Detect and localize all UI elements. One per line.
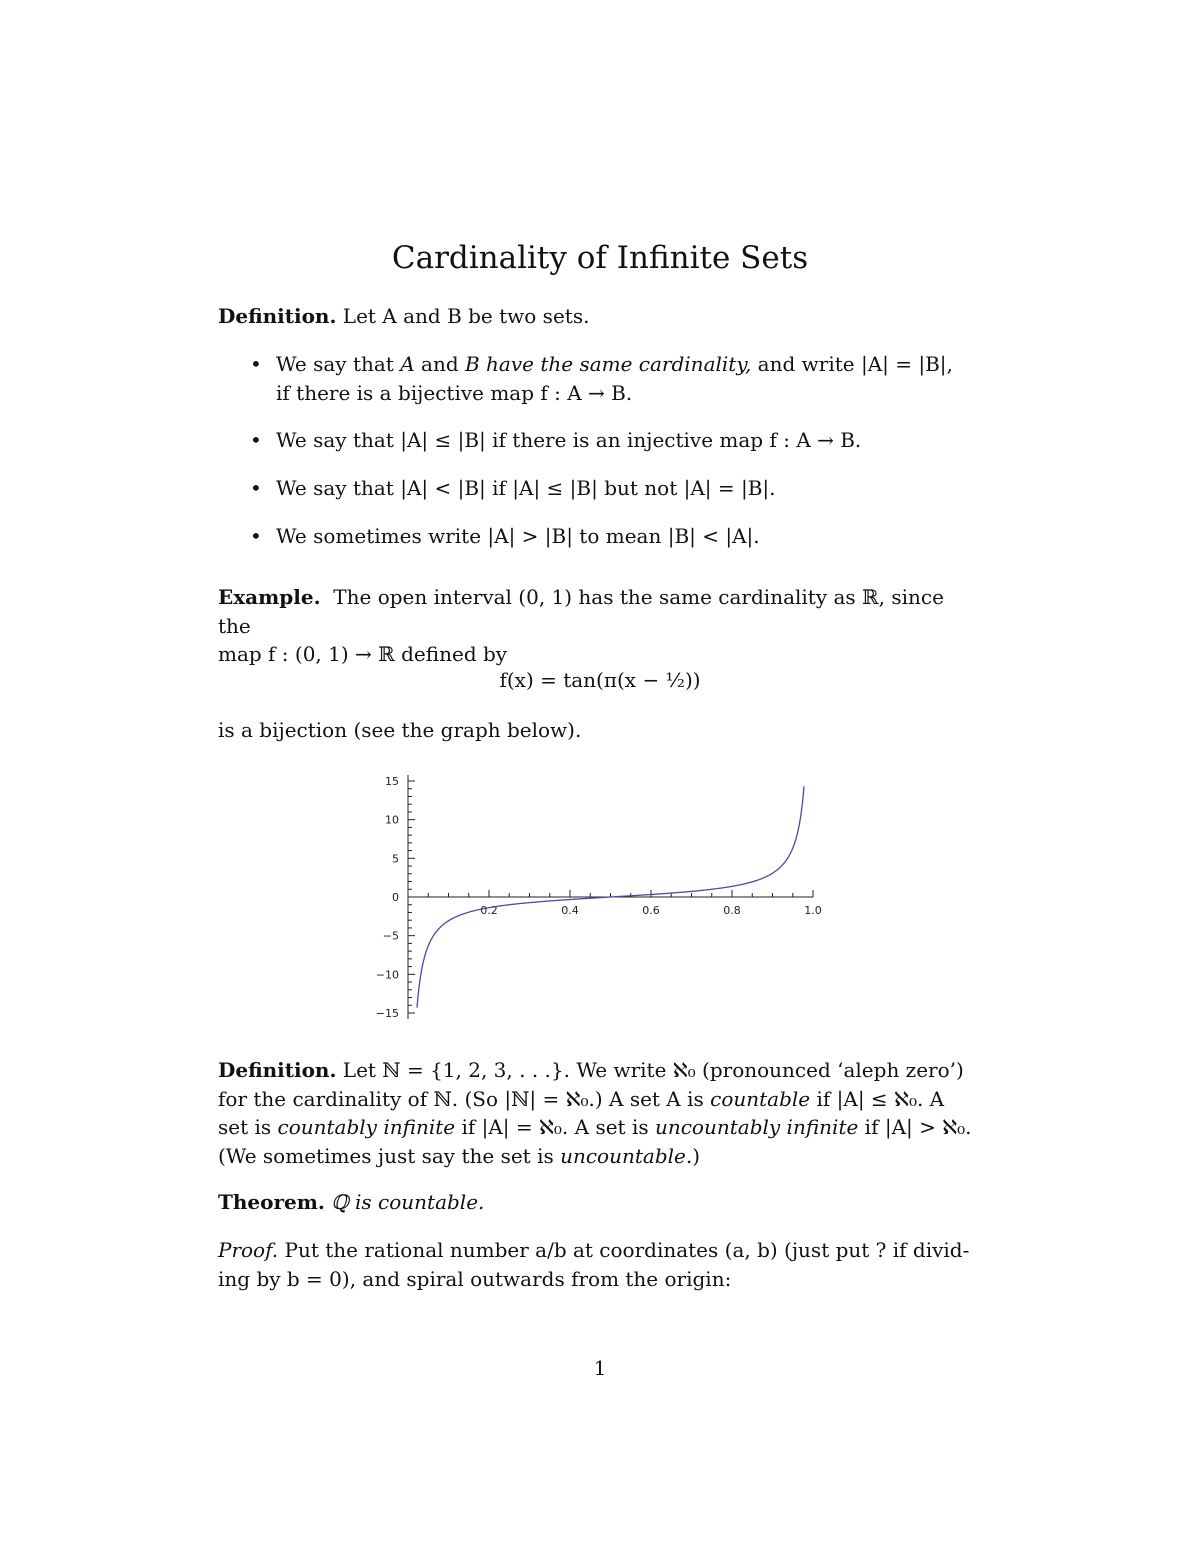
- proof-label: Proof.: [218, 1238, 279, 1262]
- term-countably-infinite: countably infinite: [277, 1115, 456, 1139]
- example-conclusion: is a bijection (see the graph below).: [218, 718, 582, 742]
- y-tick-label: 10: [385, 813, 399, 827]
- definition-label: Definition.: [218, 1058, 337, 1082]
- tan-function-plot: [370, 765, 830, 1025]
- proof: Proof. Put the rational number a/b at coordinates (a, b) (just put ? if divid- ing by b = 0), and spiral outwards from the origin:: [218, 1238, 970, 1291]
- example-label: Example.: [218, 585, 321, 609]
- x-tick-label: 1.0: [804, 904, 822, 917]
- bullet-item-2: • We say that |A| ≤ |B| if there is an injective map f : A → B.: [250, 426, 990, 455]
- y-tick-label: 0: [392, 891, 399, 904]
- x-tick-label: 0.6: [642, 904, 660, 917]
- page-number: 1: [593, 1356, 607, 1380]
- x-tick-label: 0.2: [480, 904, 498, 917]
- bullet-icon: •: [250, 352, 262, 376]
- x-tick-label: 0.8: [723, 904, 741, 917]
- term-uncountable: uncountable.: [560, 1143, 693, 1168]
- theorem-label: Theorem.: [218, 1190, 325, 1214]
- definition-text: Let A and B be two sets.: [342, 304, 590, 328]
- bullet-item-3: • We say that |A| < |B| if |A| ≤ |B| but not |A| = |B|.: [250, 474, 990, 503]
- bullet-icon: •: [250, 524, 262, 548]
- x-tick-label: 0.4: [561, 904, 579, 917]
- bullet-icon: •: [250, 476, 262, 500]
- bullet-item-1: • We say that A and B have the same cardinality, and write |A| = |B|, if there is a bijective map f : A → B.: [250, 352, 953, 405]
- page-title: Cardinality of Infinite Sets: [391, 240, 809, 276]
- bullet-icon: •: [250, 428, 262, 452]
- y-tick-label: −5: [382, 929, 399, 943]
- y-tick-label: 15: [385, 775, 399, 788]
- y-tick-label: −15: [375, 1007, 399, 1020]
- definition-label: Definition.: [218, 304, 337, 328]
- theorem-statement: ℚ is countable.: [331, 1190, 485, 1214]
- y-tick-label: 5: [392, 852, 399, 866]
- definition-2: Definition. Let ℕ = {1, 2, 3, . . .}. We write ℵ₀ (pronounced ‘aleph zero’) for the cardinality of ℕ. (So |ℕ| = ℵ₀.) A set A is countable if |A| ≤ ℵ₀. A set is countably infinite if |A| = ℵ₀. A set is uncountably infinite if |A| > ℵ₀. (We sometimes just say the set is uncountable.): [218, 1058, 972, 1168]
- theorem: [218, 1188, 980, 1217]
- definition-1: [218, 302, 980, 331]
- term-countable: countable: [710, 1086, 811, 1111]
- emphasis-same-cardinality: have the same cardinality,: [486, 352, 752, 376]
- bullet-item-4: • We sometimes write |A| > |B| to mean |B| < |A|.: [250, 522, 990, 551]
- example-paragraph: Example. The open interval (0, 1) has the same cardinality as ℝ, since the map f : (0, 1) → ℝ defined by: [218, 585, 944, 666]
- term-uncountably-infinite: uncountably infinite: [654, 1115, 859, 1139]
- equation: f(x) = tan(π(x − ½)): [499, 668, 701, 692]
- y-tick-label: −10: [375, 968, 399, 982]
